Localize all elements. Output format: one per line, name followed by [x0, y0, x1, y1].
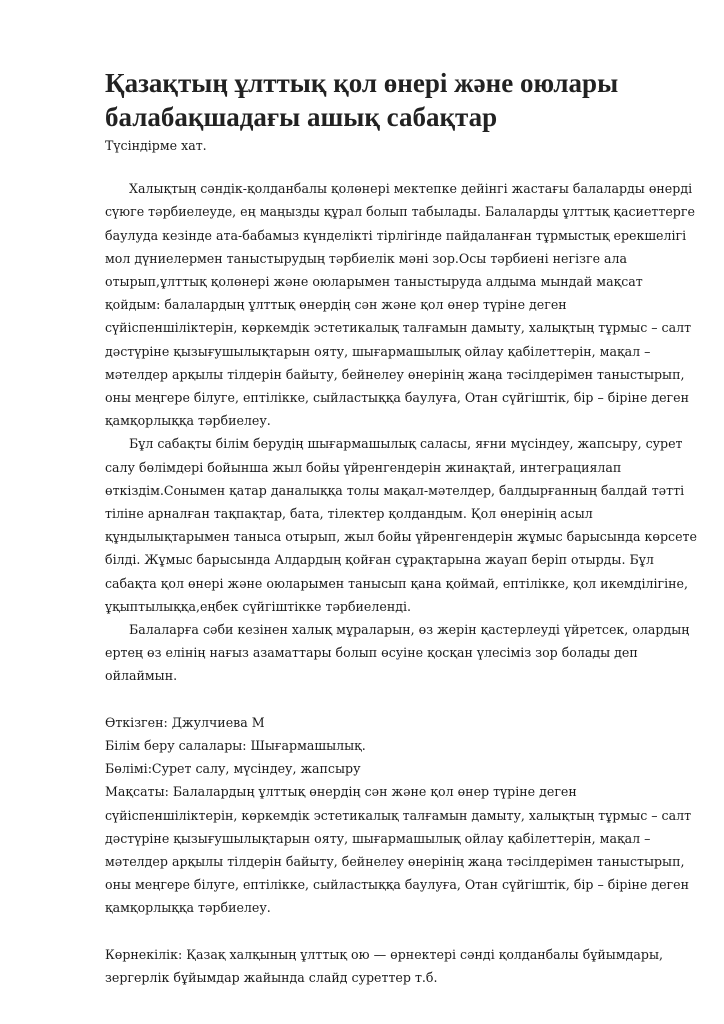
paragraph-intro: Халықтың сәндік-қолданбалы қолөнері мектепке дейінгі жастағы балаларды өнерді сүюге тәрбиелеуде, ең маңызды құрал болып табылады. Балаларды ұлттық қасиеттерге баулуда кезінде ата-бабамыз күнделікті тірлігінде пайдаланған тұрмыстық ерекшелігі мол дүниелермен таныстырудың тәрбиелік мәні зор.Осы тәрбиені негізге ала отырып,ұлттық қолөнері және оюларымен таныстыруда алдыма мындай мақсат қойдым: балалардың ұлттық өнердің сән және қол өнер түріне деген сүйіспеншіліктерін, көркемдік эстетикалық талғамын дамыту, халықтың тұрмыс – салт дәстүріне қызығушылықтарын ояту, шығармашылық ойлау қабілеттерін, мақал – мәтелдер арқылы тілдерін байыту, бейнелеу өнерінің жаңа тәсілдерімен таныстырып, оны меңгере білуге, ептілікке, сыйластыққа баулуға, Отан сүйгіштік, бір – біріне деген қамқорлыққа тәрбиелеу. — [105, 181, 695, 429]
conducted-by: Өткізген: Джулчиева М — [105, 714, 265, 730]
lesson-goal: Мақсаты: Балалардың ұлттық өнердің сән және қол өнер түріне деген сүйіспеншіліктерін, көркемдік эстетикалық талғамын дамыту, халықтың тұрмыс – салт дәстүріне қызығушылықтарын ояту, шығармашылық ойлау қабілеттерін, мақал – мәтелдер арқылы тілдерін байыту, бейнелеу өнерінің жаңа тәсілдерімен таныстырып, оны меңгере білуге, ептілікке, сыйластыққа баулуға, Отан сүйгіштік, бір – біріне деген қамқорлыққа тәрбиелеу. — [105, 784, 692, 916]
document-subtitle: Түсіндірме хат. — [105, 138, 207, 153]
section-gap — [105, 920, 697, 943]
document-title: Қазақтың ұлттық қол өнері және оюлары балабақшадағы ашық сабақтар — [105, 68, 619, 132]
education-area: Білім беру салалары: Шығармашылық. — [105, 738, 366, 754]
section-name: Бөлімі:Сурет салу, мүсіндеу, жапсыру — [105, 761, 361, 777]
paragraph-conclusion: Балаларға сәби кезінен халық мұраларын, өз жерін қастерлеуді үйретсек, олардың ертең өз елінің нағыз азаматтары болып өсуіне қосқан үлесіміз зор болады деп ойлаймын. — [105, 622, 690, 684]
document-page — [105, 66, 697, 989]
section-gap — [105, 688, 697, 711]
visual-aids: Көрнекілік: Қазақ халқының ұлттық ою — өрнектері сәнді қолданбалы бұйымдары, зергерлік бұйымдар жайында слайд суреттер т.б. — [105, 946, 663, 986]
paragraph-lesson: Бұл сабақты білім берудің шығармашылық саласы, яғни мүсіндеу, жапсыру, сурет салу бөлімдері бойынша жыл бойы үйренгендерін жинақтай, интеграциялап өткіздім.Сонымен қатар даналыққа толы мақал-мәтелдер, балдырғанның балдай тәтті тіліне арналған тақпақтар, бата, тілектер қолдандым. Қол өнерінің асыл құндылықтарымен таныса отырып, жыл бойы үйренгендерін жұмыс барысында көрсете білді. Жұмыс барысында Алдардың қойған сұрақтарына жауап беріп отырды. Бұл сабақта қол өнері және оюларымен танысып қана қоймай, ептілікке, қол икемділігіне, ұқыптылыққа,еңбек сүйгіштікке тәрбиеленді. — [105, 436, 697, 614]
